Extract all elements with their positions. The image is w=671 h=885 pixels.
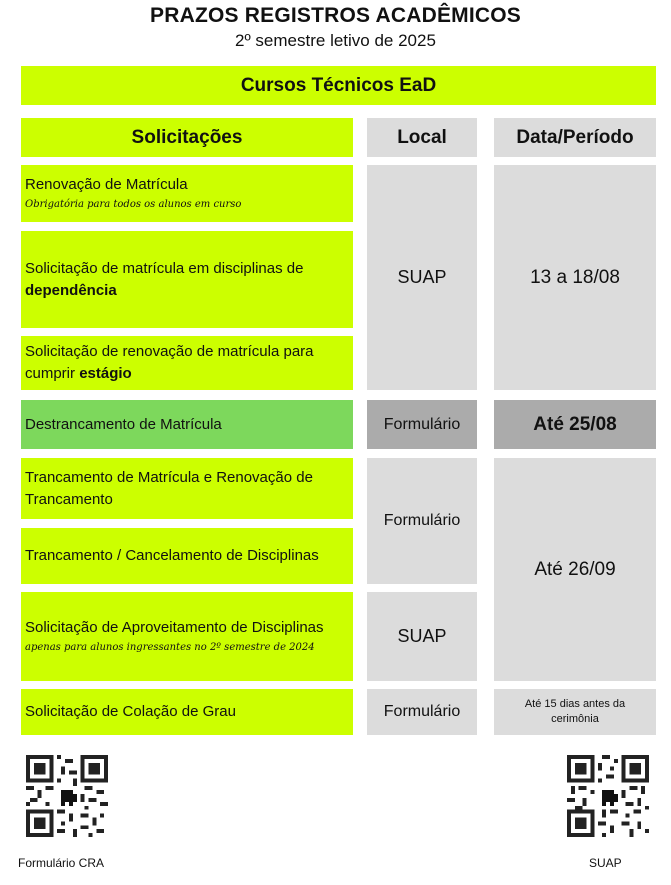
qr-code-formulario-cra[interactable] — [26, 755, 108, 837]
local-formulario-3: Formulário — [367, 689, 477, 735]
row-renovacao-label: Renovação de Matrícula — [25, 175, 188, 193]
row-aproveitamento — [21, 592, 353, 681]
row-destrancamento-label: Destrancamento de Matrícula — [25, 415, 222, 433]
qr-label-formulario-cra: Formulário CRA — [18, 856, 105, 870]
header-data-periodo: Data/Período — [494, 118, 656, 157]
row-trancamento — [21, 458, 353, 519]
row-dependencia-bold: dependência — [25, 281, 117, 299]
qr-code-suap[interactable] — [567, 755, 649, 837]
periodo-4: Até 15 dias antes da cerimônia — [494, 689, 656, 735]
qr-label-suap: SUAP — [589, 856, 622, 870]
header-solicitacoes: Solicitações — [21, 118, 353, 157]
qr-code-icon — [26, 755, 108, 837]
page-subtitle: 2º semestre letivo de 2025 — [235, 31, 436, 50]
row-aproveitamento-note: apenas para alunos ingressantes no 2º semestre de 2024 — [25, 641, 315, 653]
qr-code-icon — [567, 755, 649, 837]
local-suap-2: SUAP — [367, 592, 477, 681]
course-banner: Cursos Técnicos EaD — [21, 66, 656, 105]
row-cancelamento-label: Trancamento / Cancelamento de Disciplinas — [25, 547, 319, 564]
row-aproveitamento-label: Solicitação de Aproveitamento de Disciplinas — [25, 618, 324, 636]
row-cancelamento — [21, 528, 353, 584]
periodo-3: Até 26/09 — [494, 458, 656, 681]
row-colacao-label: Solicitação de Colação de Grau — [25, 703, 236, 720]
local-suap-1: SUAP — [367, 165, 477, 390]
row-dependencia-label: Solicitação de matrícula em disciplinas de — [25, 259, 304, 277]
row-renovacao — [21, 165, 353, 222]
row-dependencia — [21, 231, 353, 328]
periodo-1: 13 a 18/08 — [494, 165, 656, 390]
local-formulario-1: Formulário — [367, 400, 477, 449]
row-estagio-bold: estágio — [79, 365, 132, 382]
periodo-2: Até 25/08 — [494, 400, 656, 449]
row-estagio-label: Solicitação de renovação de matrícula para cumprir — [25, 343, 314, 382]
row-renovacao-note: Obrigatória para todos os alunos em curso — [25, 198, 242, 210]
header-local: Local — [367, 118, 477, 157]
row-estagio — [21, 336, 353, 390]
local-formulario-2: Formulário — [367, 458, 477, 584]
page-title: PRAZOS REGISTROS ACADÊMICOS — [150, 4, 521, 27]
row-colacao — [21, 689, 353, 735]
row-trancamento-label: Trancamento de Matrícula e Renovação de Trancamento — [25, 468, 313, 508]
row-destrancamento — [21, 400, 353, 449]
